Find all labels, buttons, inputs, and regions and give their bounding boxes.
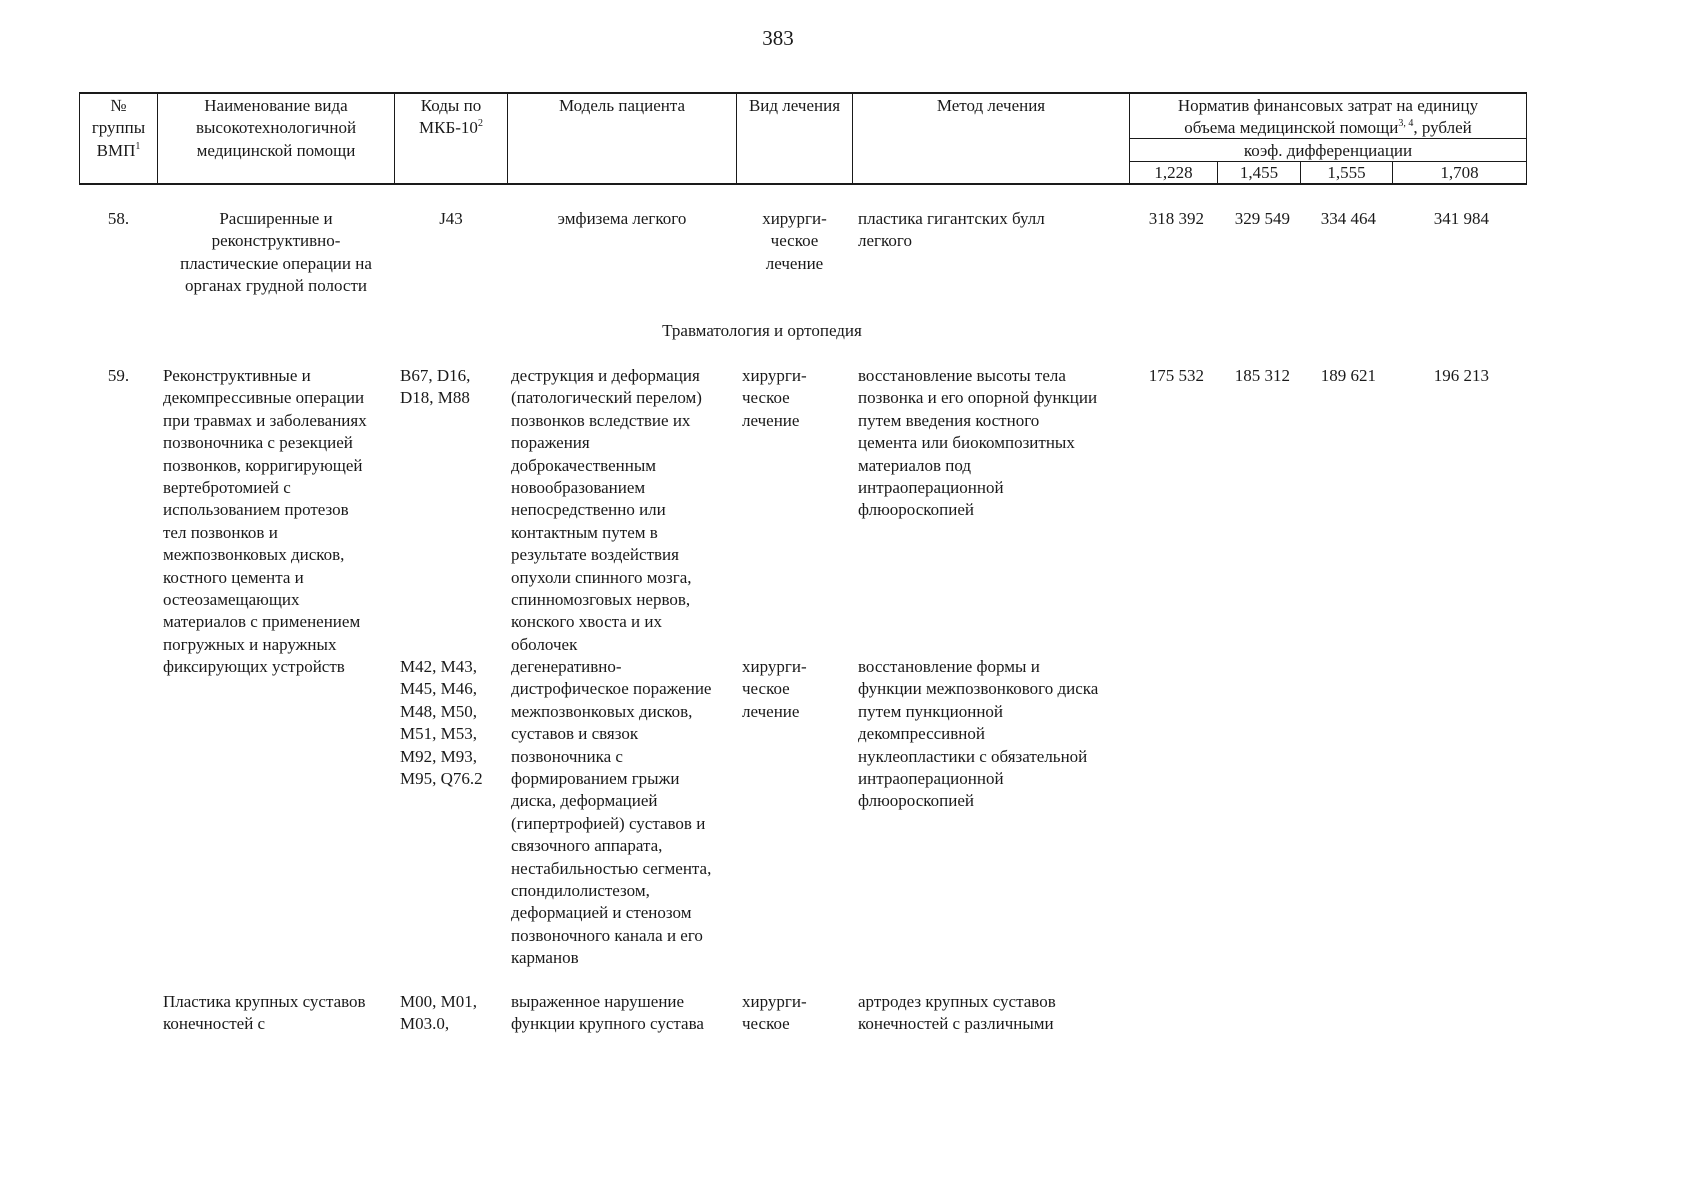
row59-sub1-type: хирурги- ческое лечение [742, 366, 807, 430]
row58-type: хирурги- ческое лечение [762, 209, 827, 273]
row59-value-4: 196 213 [1433, 366, 1489, 385]
row59-value-1: 175 532 [1148, 366, 1204, 385]
rownext-codes: M00, M01, M03.0, [400, 992, 477, 1034]
row58-codes: J43 [439, 209, 463, 228]
header-col-method: Метод лечения [936, 96, 1046, 115]
header-col-num: № группы ВМП$^1$ [91, 96, 146, 160]
row59-sub2-method: восстановление формы и функции межпозвонкового диска путем пункционной декомпрессивной нуклеопластики с обязательной интраоперационной флюороскопией [858, 657, 1099, 811]
row59-sub1-model: деструкция и деформация (патологический перелом) позвонков вследствие их поражения доброкачественным новообразованием непосредственно или контактным путем в результате воздействия опухоли спинного мозга, спинномозговых нервов, конского хвоста и их оболочек [511, 366, 702, 654]
row58-name: Расширенные и реконструктивно- пластические операции на органах грудной полости [180, 209, 372, 296]
row59-sub1-codes: B67, D16, D18, M88 [400, 366, 471, 408]
header-coef-2: 1,455 [1239, 163, 1279, 182]
page-number: 383 [762, 26, 794, 50]
row58-value-2: 329 549 [1234, 209, 1290, 228]
header-coef-label: коэф. дифференциации [1243, 141, 1413, 160]
header-col-norm-line1: Норматив финансовых затрат на единицу [1177, 96, 1479, 115]
header-col-name: Наименование вида высокотехнологичной медицинской помощи [195, 96, 357, 160]
row59-num: 59. [107, 366, 130, 385]
header-col-norm-line2: объема медицинской помощи$^{3, 4}$, рублей [1184, 118, 1472, 137]
header-coef-1: 1,228 [1154, 163, 1193, 182]
row59-sub2-codes: M42, M43, M45, M46, M48, M50, M51, M53, M92, M93, M95, Q76.2 [400, 657, 483, 789]
header-col-codes: Коды по МКБ-$10^2$ [419, 96, 483, 138]
row58-method: пластика гигантских булл легкого [858, 209, 1045, 251]
header-coef-4: 1,708 [1440, 163, 1479, 182]
header-vline-right [1526, 92, 1527, 185]
rownext-type: хирурги- ческое [742, 992, 807, 1034]
header-col-model: Модель пациента [558, 96, 686, 115]
header-col-type: Вид лечения [748, 96, 841, 115]
section-title: Травматология и ортопедия [662, 321, 862, 340]
row58-value-3: 334 464 [1320, 209, 1376, 228]
row59-sub1-method: восстановление высоты тела позвонка и его опорной функции путем введения костного цемента или биокомпозитных материалов под интраоперационной флюороскопией [858, 366, 1098, 520]
row58-value-4: 341 984 [1433, 209, 1489, 228]
header-coef-3: 1,555 [1327, 163, 1366, 182]
row58-model: эмфизема легкого [557, 209, 687, 228]
rownext-name: Пластика крупных суставов конечностей с [163, 992, 366, 1034]
row59-sub2-type: хирурги- ческое лечение [742, 657, 807, 721]
row59-value-3: 189 621 [1320, 366, 1376, 385]
rownext-method: артродез крупных суставов конечностей с различными [858, 992, 1056, 1034]
row59-sub2-model: дегенеративно- дистрофическое поражение межпозвонковых дисков, суставов и связок позвоночника с формированием грыжи диска, деформацией (гипертрофией) суставов и связочного аппарата, нестабильностью сегмента, спондилолистезом, деформацией и стенозом позвоночного канала и его карманов [511, 657, 712, 968]
row59-value-2: 185 312 [1234, 366, 1290, 385]
header-border-top [79, 92, 1527, 94]
row59-name: Реконструктивные и декомпрессивные операции при травмах и заболеваниях позвоночника с резекцией позвонков, корригирующей вертебротомией с использованием протезов тел позвонков и межпозвонковых дисков, костного цемента и остеозамещающих материалов с применением погружных и наружных фиксирующих устройств [163, 366, 367, 677]
row58-value-1: 318 392 [1148, 209, 1204, 228]
rownext-model: выраженное нарушение функции крупного сустава [511, 992, 704, 1034]
row58-num: 58. [107, 209, 130, 228]
